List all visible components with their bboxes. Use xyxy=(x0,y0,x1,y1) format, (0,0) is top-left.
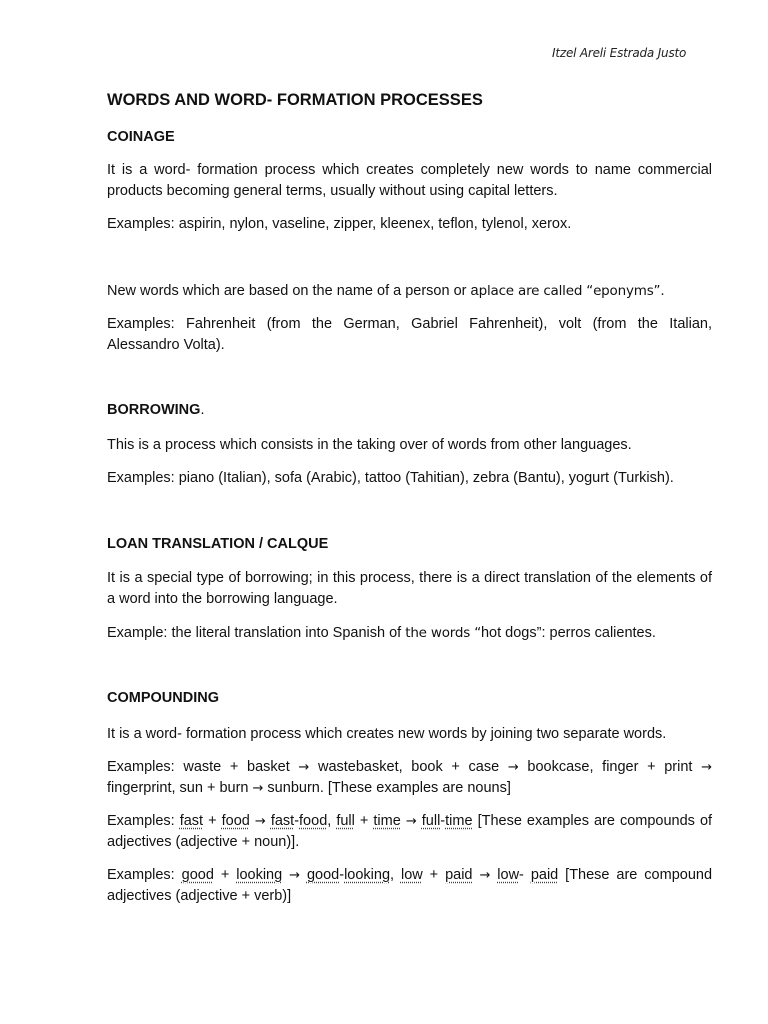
compounding-definition: It is a word- formation process which creates new words by joining two separate words. xyxy=(107,726,667,742)
ex2-sep: , xyxy=(327,813,337,829)
ex3-hyphen: - xyxy=(339,867,345,883)
arrow-icon: → xyxy=(289,868,301,883)
ex2-hyphen: - xyxy=(440,813,446,829)
ex3-word: paid xyxy=(445,867,473,883)
ex3-plus: + xyxy=(213,867,237,883)
document-page xyxy=(107,0,712,1024)
heading-borrowing-punct: . xyxy=(200,402,205,418)
ex1-d: sunburn. [These examples are nouns] xyxy=(263,780,511,796)
loan-example-a: Example: the literal translation into Spanish of xyxy=(107,625,406,641)
ex2-lead: Examples: xyxy=(107,813,180,829)
heading-borrowing xyxy=(107,402,204,418)
ex3-word: good xyxy=(306,867,340,883)
loan-example-b: the words “ xyxy=(405,625,481,641)
ex2-hyphen: - xyxy=(294,813,300,829)
arrow-icon: → xyxy=(405,814,417,829)
borrowing-definition: This is a process which consists in the taking over of words from other languages. xyxy=(107,437,632,453)
compounding-examples-adj-noun xyxy=(107,811,712,853)
ex3-tail: [These are compound adjectives (adjective + verb)] xyxy=(107,867,713,904)
coinage-definition: It is a word- formation process which creates completely new words to name commercial products becoming general terms, usually without using capital letters. xyxy=(107,162,712,199)
heading-compounding: COMPOUNDING xyxy=(107,690,219,706)
ex1-a: wastebasket, book + case xyxy=(309,759,508,775)
ex3-word: paid xyxy=(530,867,559,883)
compounding-examples-nouns xyxy=(107,757,712,799)
ex3-hyphen: - xyxy=(519,867,531,883)
eponym-examples: Examples: Fahrenheit (from the German, Gabriel Fahrenheit), volt (from the Italian, Alessandro Volta). xyxy=(107,316,712,353)
arrow-icon: → xyxy=(701,760,713,775)
arrow-icon: → xyxy=(254,814,266,829)
document-title: WORDS AND WORD- FORMATION PROCESSES xyxy=(107,91,483,109)
arrow-icon: → xyxy=(507,760,519,775)
ex2-word: time xyxy=(445,813,473,829)
loan-translation-example xyxy=(107,623,712,644)
ex2-word: full xyxy=(421,813,441,829)
ex2-word: time xyxy=(373,813,401,829)
compounding-examples-adj-verb xyxy=(107,865,712,907)
ex2-plus: + xyxy=(203,813,222,829)
author-name: Itzel Areli Estrada Justo xyxy=(552,46,687,60)
borrowing-examples: Examples: piano (Italian), sofa (Arabic), tattoo (Tahitian), zebra (Bantu), yogurt (Turkish). xyxy=(107,470,674,486)
loan-translation-definition: It is a special type of borrowing; in this process, there is a direct translation of the elements of a word into the borrowing language. xyxy=(107,570,712,607)
ex3-word: good xyxy=(181,867,214,883)
ex2-word: fast xyxy=(270,813,295,829)
eponyms-text-a: New words which are based on the name of a person or a xyxy=(107,283,479,299)
ex1-c: fingerprint, sun + burn xyxy=(107,780,253,796)
ex3-word: low xyxy=(497,867,520,883)
arrow-icon: → xyxy=(252,781,264,796)
ex3-lead: Examples: xyxy=(107,867,182,883)
ex3-word: looking xyxy=(344,867,391,883)
ex2-word: food xyxy=(299,813,328,829)
ex2-word: full xyxy=(336,813,355,829)
ex1-lead: Examples: waste + basket xyxy=(107,759,299,775)
ex1-b: bookcase, finger + print xyxy=(518,759,702,775)
ex3-plus: + xyxy=(422,867,446,883)
ex2-plus: + xyxy=(354,813,374,829)
arrow-icon: → xyxy=(479,868,491,883)
heading-borrowing-label: BORROWING xyxy=(107,402,201,418)
eponyms-text-b: place are called “eponyms”. xyxy=(478,283,665,299)
ex2-word: food xyxy=(221,813,250,829)
arrow-icon: → xyxy=(298,760,310,775)
loan-example-c: hot dogs”: perros calientes. xyxy=(480,625,656,641)
eponyms-definition xyxy=(107,281,712,302)
heading-loan-translation: LOAN TRANSLATION / CALQUE xyxy=(107,536,329,552)
ex3-sep: , xyxy=(390,867,401,883)
ex2-word: fast xyxy=(179,813,204,829)
ex2-tail: [These examples are compounds of adjectives (adjective + noun)]. xyxy=(107,813,713,850)
coinage-examples: Examples: aspirin, nylon, vaseline, zipper, kleenex, teflon, tylenol, xerox. xyxy=(107,216,572,232)
ex3-word: looking xyxy=(236,867,283,883)
ex3-word: low xyxy=(400,867,423,883)
heading-coinage: COINAGE xyxy=(107,129,175,145)
